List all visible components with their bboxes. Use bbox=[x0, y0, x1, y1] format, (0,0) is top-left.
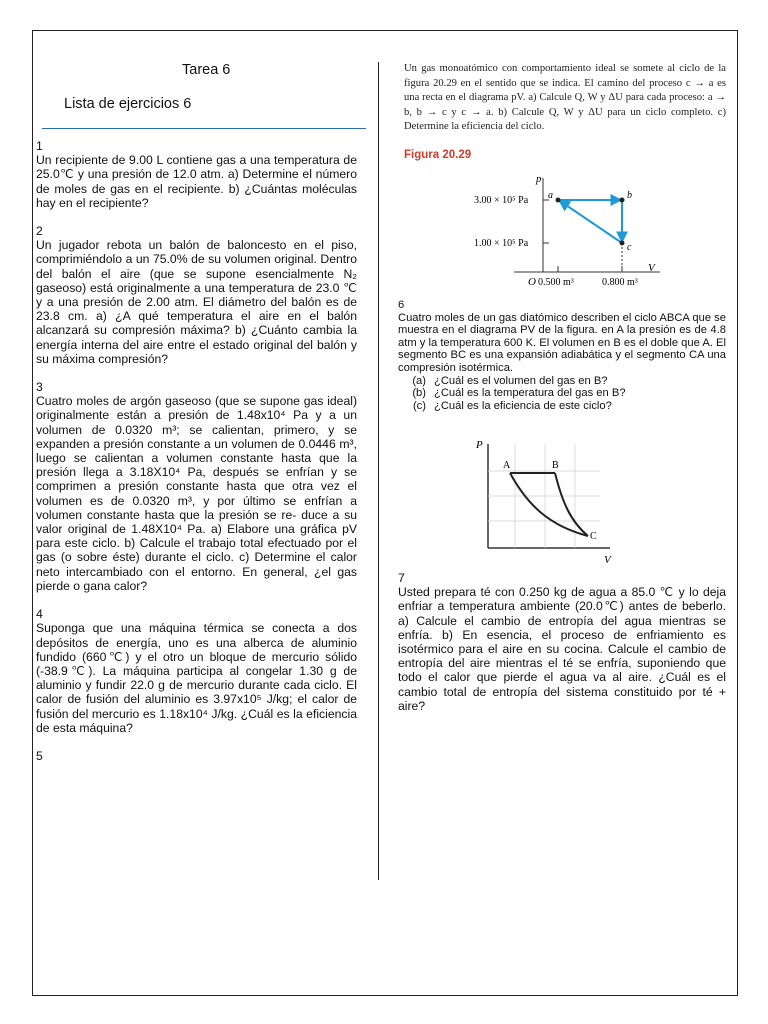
question-label: (b) bbox=[412, 387, 426, 400]
exercise-text: Suponga que una máquina térmica se conecta a dos depósitos de energía, uno es una alberca de aluminio fundido (660℃) y el otro un bloque de mercurio sólido (-38.9℃). La máquina participa al congelar 1.30 g de aluminio y fundir 22.0 g de mercurio durante cada ciclo. El calor de fusión del aluminio es 3.97x10⁵ J/kg; el calor de fusión del mercurio es 1.18x10⁴ J/kg. ¿Cuál es la eficiencia de esta máquina? bbox=[36, 621, 357, 735]
exercise-text: Cuatro moles de un gas diatómico describen el ciclo ABCA que se muestra en el diagrama PV de la figura. en A la presión es de 4.8 atm y la temperatura 600 K. El volumen en B es el doble que A. El segmento BC es una expansión adiabática y el segmento CA una compresión isotérmica. bbox=[398, 311, 726, 374]
exercise-5 bbox=[36, 749, 357, 763]
point-b-label: b bbox=[627, 190, 632, 201]
point-c-label: C bbox=[590, 531, 597, 542]
exercise-6 bbox=[398, 299, 726, 412]
exercise-1 bbox=[36, 139, 357, 210]
exercise-4 bbox=[36, 607, 357, 735]
p-axis-label: p bbox=[536, 173, 542, 185]
point-a-label: a bbox=[548, 190, 553, 201]
exercise-number: 1 bbox=[36, 139, 43, 153]
exercise-number: 2 bbox=[36, 224, 43, 239]
path-c-to-a bbox=[510, 473, 588, 536]
question-label: (c) bbox=[412, 399, 426, 412]
path-c-to-a bbox=[560, 201, 622, 243]
question-text: ¿Cuál es la temperatura del gas en B? bbox=[434, 387, 626, 400]
figure-20-29-pv-diagram bbox=[470, 170, 670, 290]
origin-label: O bbox=[528, 276, 536, 288]
exercise-text: Un recipiente de 9.00 L contiene gas a una temperatura de 25.0℃ y una presión de 12.0 atm. a) Determine el número de moles de gas en el recipiente. b) ¿Cuántas moléculas hay en el recipiente? bbox=[36, 153, 357, 210]
exercise-3 bbox=[36, 380, 357, 593]
v-high-label: 0.800 m³ bbox=[602, 277, 638, 288]
path-b-to-c bbox=[555, 473, 588, 536]
page-title: Tarea 6 bbox=[182, 62, 231, 78]
point-a bbox=[556, 198, 561, 203]
question-text: ¿Cuál es la eficiencia de este ciclo? bbox=[434, 399, 612, 412]
v-axis-label: V bbox=[604, 554, 611, 566]
exercise-7 bbox=[398, 571, 726, 713]
list-item bbox=[398, 387, 726, 400]
point-b bbox=[620, 198, 625, 203]
v-low-label: 0.500 m³ bbox=[538, 277, 574, 288]
exercise-text: Usted prepara té con 0.250 kg de agua a 85.0 ℃ y lo deja enfriar a temperatura ambiente (20.0℃) antes de beberlo. a) Calcule el cambio de entropía del agua mientras se enfría. b) En esencia, el proceso de enfriamiento es isotérmico para el aire en su cocina. Calcule el cambio de entropía del aire mientras el té se enfría, suponiendo que todo el calor que pierde el agua va al aire. ¿Cuál es el cambio total de entropía del sistema constituido por té + aire? bbox=[398, 585, 726, 713]
exercise-5-statement: Un gas monoatómico con comportamiento ideal se somete al ciclo de la figura 20.29 en el sentido que se indica. El camino del proceso c → a es una recta en el diagrama pV. a) Calcule Q, W y ΔU para cada proceso: a → b, b → c y c → a. b) Calcule Q, W y ΔU para un ciclo completo. c) Determine la eficiencia del ciclo. bbox=[404, 63, 726, 133]
exercise-2 bbox=[36, 224, 357, 366]
p-axis-label: P bbox=[476, 439, 483, 451]
point-c bbox=[620, 241, 625, 246]
exercise-number: 5 bbox=[36, 748, 43, 763]
point-c-label: c bbox=[627, 242, 632, 253]
point-a-label: A bbox=[503, 460, 511, 471]
point-b-label: B bbox=[552, 460, 559, 471]
p-high-label: 3.00 × 10⁵ Pa bbox=[474, 195, 529, 206]
exercise-text: Un jugador rebota un balón de baloncesto en el piso, comprimiéndolo a un 75.0% de su volumen original. Dentro del balón el aire (que se supone esencialmente N₂ gaseoso) está originalmente a una temperatura de 23.0 ℃ y a una presión de 2.00 atm. El diámetro del balón es de 23.8 cm. a) ¿A qué temperatura el aire en el balón alcanzará su compresión máxima? b) ¿Cuánto cambia la energía interna del aire entre el estado original del balón y su máxima compresión? bbox=[36, 238, 357, 366]
p-low-label: 1.00 × 10⁵ Pa bbox=[474, 238, 529, 249]
exercise-number: 7 bbox=[398, 571, 405, 585]
exercise-number: 3 bbox=[36, 380, 43, 395]
exercise-text: Cuatro moles de argón gaseoso (que se supone gas ideal) originalmente están a presión de 1.48x10⁴ Pa y a un volumen de 0.0320 m³; se calientan, primero, y se expanden a presión constante a un volumen de 0.0446 m³, luego se calientan a volumen constante hasta que la presión llega a 3.18X10⁴ Pa, después se enfrían y se comprimen a presión constante hasta que otra vez el volumen es de 0.0320 m³, y por último se enfrían a volumen constante hasta que la presión se re- duce a su valor original de 1.48X10⁴ Pa. a) Elabore una gráfica pV para este ciclo. b) Calcule el trabajo total efectuado por el gas (o sobre éste) durante el ciclo. c) Determine el calor neto intercambiado con el entorno. En general, ¿el gas pierde o gana calor? bbox=[36, 394, 357, 593]
figure-label: Figura 20.29 bbox=[404, 149, 472, 161]
question-text: ¿Cuál es el volumen del gas en B? bbox=[434, 374, 608, 387]
v-axis-label: V bbox=[648, 262, 655, 274]
page-subtitle: Lista de ejercicios 6 bbox=[64, 96, 192, 112]
figure-abc-cycle bbox=[470, 436, 620, 566]
header-rule bbox=[42, 128, 366, 129]
left-column bbox=[36, 139, 357, 777]
question-label: (a) bbox=[412, 374, 426, 387]
exercise-number: 4 bbox=[36, 607, 43, 622]
list-item bbox=[398, 400, 726, 413]
column-divider bbox=[378, 62, 379, 880]
exercise-number: 6 bbox=[398, 299, 405, 311]
list-item bbox=[398, 375, 726, 388]
question-list bbox=[398, 375, 726, 413]
